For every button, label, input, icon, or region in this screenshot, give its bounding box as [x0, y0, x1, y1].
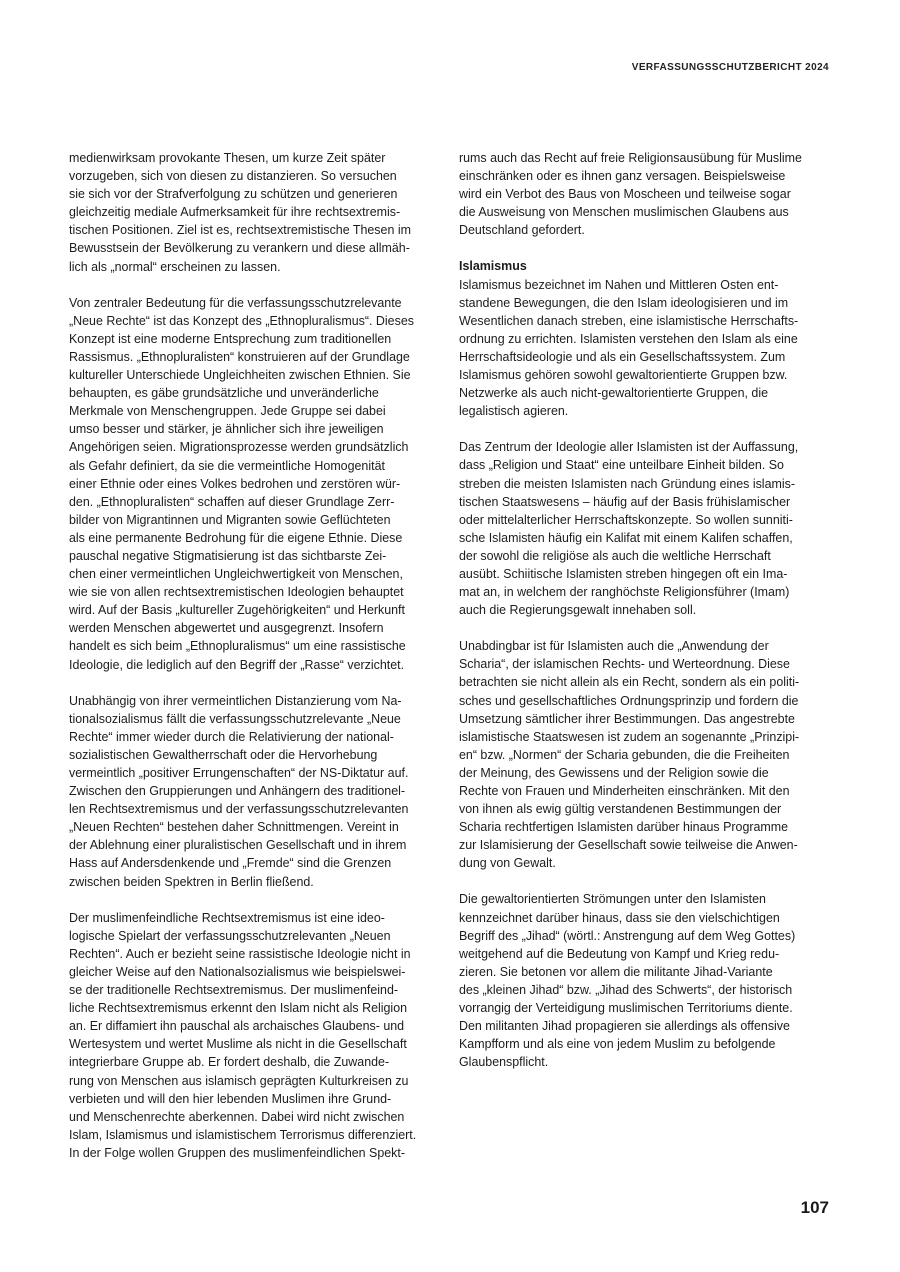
text-line: se der traditionelle Rechtsextremismus. Der muslimenfeind- — [69, 983, 399, 998]
text-line: sches und gesellschaftliches Ordnungsprinzip und fordern die — [459, 693, 799, 708]
text-line: umso besser und stärker, je ähnlicher sich ihre jeweiligen — [69, 422, 384, 437]
text-line: wie sie von allen rechtsextremistischen Ideologien behauptet — [69, 585, 404, 600]
text-line: „Neue Rechte“ ist das Konzept des „Ethnopluralismus“. Dieses — [69, 313, 414, 328]
text-line: an. Er diffamiert ihn pauschal als archaisches Glaubens- und — [69, 1019, 405, 1034]
text-line: Deutschland gefordert. — [459, 223, 585, 238]
text-line: als Gefahr definiert, da sie die vermeintliche Homogenität — [69, 458, 385, 473]
text-line: und Menschenrechte aberkennen. Dabei wird nicht zwischen — [69, 1109, 405, 1124]
text-line: Islamismus bezeichnet im Nahen und Mittleren Osten ent- — [459, 277, 779, 292]
text-line: oder mittelalterlicher Herrschaftskonzepte. So wollen sunniti- — [459, 512, 793, 527]
text-line: der Meinung, des Gewissens und der Religion sowie die — [459, 765, 769, 780]
text-line: weitgehend auf die Bedeutung von Kampf und Krieg redu- — [459, 946, 780, 961]
text-line: Rassismus. „Ethnopluralisten“ konstruieren auf der Grundlage — [69, 349, 410, 364]
text-line: „Neuen Rechten“ bestehen daher Schnittmengen. Vereint in — [69, 820, 399, 835]
text-line: Kampfform und als eine von jedem Muslim zu befolgende — [459, 1037, 776, 1052]
text-line: Die gewaltorientierten Strömungen unter den Islamisten — [459, 892, 766, 907]
paragraph — [459, 890, 831, 1071]
text-line: Unabdingbar ist für Islamisten auch die „Anwendung der — [459, 639, 769, 654]
text-line: bilder von Migrantinnen und Migranten sowie Geflüchteten — [69, 512, 391, 527]
text-line: kultureller Unterschiede Ungleichheiten zwischen Ethnien. Sie — [69, 368, 411, 383]
running-header: VERFASSUNGSSCHUTZBERICHT 2024 — [631, 62, 829, 73]
text-line: zieren. Sie betonen vor allem die militante Jihad-Variante — [459, 964, 773, 979]
text-line: als eine permanente Bedrohung für die eigene Ethnie. Diese — [69, 530, 403, 545]
text-line: ordnung zu errichten. Islamisten verstehen den Islam als eine — [459, 331, 798, 346]
text-line: Zwischen den Gruppierungen und Anhängern des traditionel- — [69, 784, 406, 799]
text-line: Angehörigen seien. Migrationsprozesse werden grundsätzlich — [69, 440, 409, 455]
text-line: Wesentlichen danach streben, eine islamistische Herrschafts- — [459, 313, 799, 328]
text-line: wird ein Verbot des Baus von Moscheen und teilweise sogar — [459, 187, 791, 202]
text-line: liche Rechtsextremismus erkennt den Islam nicht als Religion — [69, 1001, 408, 1016]
text-line: Merkmale von Menschengruppen. Jede Gruppe sei dabei — [69, 404, 386, 419]
text-line: In der Folge wollen Gruppen des muslimenfeindlichen Spekt- — [69, 1145, 405, 1160]
text-line: behaupten, es gäbe grundsätzliche und unveränderliche — [69, 386, 379, 401]
text-line: vermeintlich „positiver Errungenschaften“ der NS-Diktatur auf. — [69, 766, 409, 780]
text-line: Hass auf Andersdenkende und „Fremde“ sind die Grenzen — [69, 856, 392, 871]
text-line: chen einer vermeintlichen Ungleichwertigkeit von Menschen, — [69, 567, 403, 582]
text-line: werden Menschen abgewertet und ausgegrenzt. Insofern — [69, 621, 384, 636]
text-line: Bewusstsein der Bevölkerung zu verankern und diese allmäh- — [69, 241, 410, 256]
text-line: Scharia rechtfertigen Islamisten darüber hinaus Programme — [459, 820, 789, 835]
paragraph — [459, 149, 831, 239]
paragraph — [459, 257, 831, 420]
text-line: den. „Ethnopluralisten“ schaffen auf dieser Grundlage Zerr- — [69, 494, 395, 509]
paragraph — [69, 149, 441, 276]
text-line: ausübt. Schiitische Islamisten streben hingegen oft ein Ima- — [459, 566, 788, 581]
text-line: zur Islamisierung der Gesellschaft sowie teilweise die Anwen- — [459, 838, 798, 853]
paragraph — [459, 438, 831, 619]
text-line: sche Islamisten häufig ein Kalifat mit einem Kalifen schaffen, — [459, 530, 793, 545]
text-line: betrachten sie nicht allein als ein Recht, sondern als ein politi- — [459, 675, 800, 690]
text-line: integrierbare Gruppe ab. Er fordert deshalb, die Zuwande- — [69, 1055, 390, 1070]
page-number: 107 — [800, 1198, 829, 1217]
text-line: rung von Menschen aus islamisch geprägten Kulturkreisen zu — [69, 1073, 409, 1088]
text-line: Von zentraler Bedeutung für die verfassungsschutzrelevante — [69, 295, 402, 310]
text-line: Netzwerke als auch nicht-gewaltorientierte Gruppen, die — [459, 386, 769, 401]
text-line: sozialistischen Gewaltherrschaft oder die Hervorhebung — [69, 747, 378, 762]
text-line: sie sich vor der Strafverfolgung zu schützen und generieren — [69, 187, 398, 202]
text-line: Rechte“ immer wieder durch die Relativierung der national- — [69, 729, 394, 744]
text-line: der sowohl die religiöse als auch die weltliche Herrschaft — [459, 548, 771, 563]
text-line: kennzeichnet darüber hinaus, dass sie den vielschichtigen — [459, 910, 780, 925]
text-line: vorrangig der Verteidigung muslimischen Territoriums diente. — [459, 1001, 793, 1016]
text-line: lich als „normal“ erscheinen zu lassen. — [69, 259, 281, 274]
text-line: rums auch das Recht auf freie Religionsausübung für Muslime — [459, 151, 802, 165]
text-line: Scharia“, der islamischen Rechts- und Werteordnung. Diese — [459, 657, 790, 672]
text-line: Glaubenspflicht. — [459, 1055, 549, 1070]
section-heading: Islamismus — [459, 259, 527, 274]
text-line: die Ausweisung von Menschen muslimischen Glaubens aus — [459, 205, 789, 220]
text-line: einer Ethnie oder eines Volkes bedrohen und zerstören wür- — [69, 476, 401, 491]
text-line: verbieten und will den hier lebenden Muslimen ihre Grund- — [69, 1091, 392, 1106]
text-line: pauschal negative Stigmatisierung ist das sichtbarste Zei- — [69, 548, 387, 563]
text-line: Der muslimenfeindliche Rechtsextremismus ist eine ideo- — [69, 910, 385, 925]
paragraph — [459, 637, 831, 872]
text-line: des „kleinen Jihad“ bzw. „Jihad des Schwerts“, der historisch — [459, 982, 793, 997]
paragraph — [69, 909, 441, 1162]
text-line: Rechte von Frauen und Minderheiten einschränken. Mit den — [459, 784, 790, 798]
text-line: der Ablehnung einer pluralistischen Gesellschaft und in ihrem — [69, 838, 407, 853]
text-line: en“ bzw. „Normen“ der Scharia gebunden, die die Freiheiten — [459, 747, 790, 762]
text-line: dass „Religion und Staat“ eine unteilbare Einheit bilden. So — [459, 458, 784, 473]
left-column — [69, 149, 441, 1180]
text-line: auch die Regierungsgewalt innehaben soll. — [459, 603, 697, 618]
text-line: zwischen beiden Spektren in Berlin fließend. — [69, 874, 314, 889]
text-line: Den militanten Jihad propagieren sie allerdings als offensive — [459, 1019, 790, 1034]
text-line: dung von Gewalt. — [459, 856, 556, 871]
text-line: einschränken oder es ihnen ganz versagen. Beispielsweise — [459, 169, 786, 184]
text-line: wird. Auf der Basis „kultureller Zugehörigkeiten“ und Herkunft — [69, 603, 405, 618]
text-line: Islam, Islamismus und islamistischem Terrorismus differenziert. — [69, 1127, 417, 1142]
text-line: Islamismus gehören sowohl gewaltorientierte Gruppen bzw. — [459, 368, 788, 383]
text-line: standene Bewegungen, die den Islam ideologisieren und im — [459, 295, 789, 310]
text-line: Das Zentrum der Ideologie aller Islamisten ist der Auffassung, — [459, 440, 799, 455]
text-line: tischen Staatswesens – häufig auf der Basis frühislamischer — [459, 494, 791, 509]
text-line: streben die meisten Islamisten nach Gründung eines islamis- — [459, 476, 795, 491]
text-line: medienwirksam provokante Thesen, um kurze Zeit später — [69, 151, 386, 165]
text-line: Wertesystem und wertet Muslime als nicht in die Gesellschaft — [69, 1037, 407, 1052]
text-line: Begriff des „Jihad“ (wörtl.: Anstrengung auf dem Weg Gottes) — [459, 928, 796, 943]
text-line: tischen Positionen. Ziel ist es, rechtsextremistische Thesen im — [69, 223, 411, 238]
text-line: Umsetzung sämtlicher ihrer Bestimmungen. Das angestrebte — [459, 711, 795, 726]
text-line: len Rechtsextremismus und der verfassungsschutzrelevanten — [69, 802, 409, 817]
right-column — [459, 149, 831, 1089]
text-line: logische Spielart der verfassungsschutzrelevanten „Neuen — [69, 928, 391, 943]
text-line: von ihnen als ewig gültig verstandenen Bestimmungen der — [459, 802, 782, 817]
text-line: Konzept ist eine moderne Entsprechung zum traditionellen — [69, 331, 392, 346]
text-line: gleicher Weise auf den Nationalsozialismus wie beispielswei- — [69, 964, 406, 979]
text-line: Ideologie, die lediglich auf den Begriff der „Rasse“ verzichtet. — [69, 657, 405, 672]
text-line: islamistische Staatswesen ist zudem an sogenannte „Prinzipi- — [459, 729, 800, 744]
paragraph — [69, 294, 441, 674]
paragraph — [69, 692, 441, 891]
text-line: legalistisch agieren. — [459, 404, 569, 419]
text-line: vorzugeben, sich von diesen zu distanzieren. So versuchen — [69, 169, 397, 184]
text-line: Rechten“. Auch er bezieht seine rassistische Ideologie nicht in — [69, 946, 411, 961]
text-line: Unabhängig von ihrer vermeintlichen Distanzierung vom Na- — [69, 693, 402, 708]
text-line: Herrschaftsideologie und als ein Gesellschaftssystem. Zum — [459, 349, 786, 364]
text-line: tionalsozialismus fällt die verfassungsschutzrelevante „Neue — [69, 711, 401, 726]
text-line: gleichzeitig mediale Aufmerksamkeit für ihre rechtsextremis- — [69, 205, 401, 220]
text-line: handelt es sich beim „Ethnopluralismus“ um eine rassistische — [69, 639, 406, 654]
text-line: mat an, in welchem der ranghöchste Religionsführer (Imam) — [459, 585, 790, 600]
